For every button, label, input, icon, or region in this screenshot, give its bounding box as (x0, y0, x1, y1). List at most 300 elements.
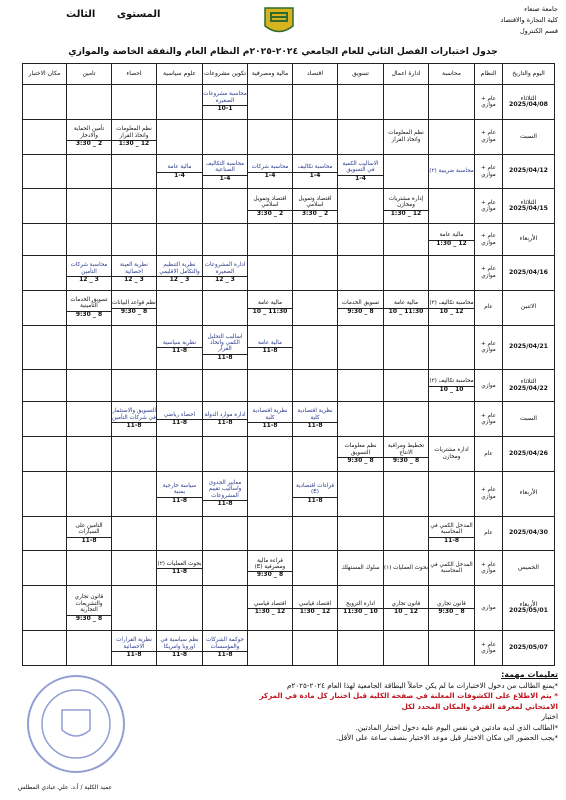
exam-cell (67, 370, 112, 402)
exam-cell (23, 631, 67, 666)
exam-cell (293, 586, 338, 631)
day-date-cell (503, 119, 555, 154)
exam-cell (293, 436, 338, 471)
subject-name: الاساليب الكمية في التسويق (338, 161, 383, 176)
exam-time: 11:30 _ 10 (388, 307, 424, 315)
exam-cell (23, 119, 67, 154)
table-row (23, 290, 555, 325)
exam-cell (248, 402, 293, 437)
exam-cell (203, 189, 248, 224)
subject-name: محاسبة التكاليف الصناعية (203, 161, 247, 176)
exam-date: 2025/04/26 (509, 449, 548, 457)
day-name: السبت (519, 132, 538, 140)
exam-date: 2025/05/07 (509, 643, 548, 651)
system-cell: عام + موازي (475, 471, 503, 516)
subject-name: المدخل الكمي في المحاسبة (430, 561, 473, 575)
system-cell: عام + موازي (475, 119, 503, 154)
exam-cell (338, 402, 384, 437)
column-header: تسويق (338, 64, 384, 85)
subject-name: اقتصاد وتمويل اسلامي (293, 196, 337, 211)
exam-cell (203, 154, 248, 189)
exam-cell (429, 471, 475, 516)
exam-time: 12 _ 10 (439, 307, 464, 315)
subject-name: ادارة الترويج (338, 601, 383, 609)
exam-cell (67, 224, 112, 256)
level-value: الثالث (66, 9, 96, 20)
exam-cell (23, 154, 67, 189)
subject-name: نظرية سياسية (157, 340, 202, 348)
exam-date: 2025/04/15 (509, 205, 548, 213)
day-date-cell (503, 325, 555, 370)
exam-time: 10 _ 11:30 (343, 608, 378, 616)
university-stamp (22, 670, 130, 778)
column-header: النظام (475, 64, 503, 85)
college-name: كلية التجارة والاقتصاد (500, 16, 558, 24)
exam-cell (429, 631, 475, 666)
table-row (23, 119, 555, 154)
day-date-cell (503, 631, 555, 666)
exam-cell (248, 436, 293, 471)
exam-cell (429, 402, 475, 437)
level-label: المستوى (116, 9, 161, 20)
exam-cell (203, 551, 248, 586)
day-date-cell (503, 551, 555, 586)
subject-name: مالية عامة (384, 300, 428, 308)
exam-cell (157, 255, 203, 290)
exam-time: 11-8 (171, 496, 187, 504)
subject-name: اقتصاد قياسي (293, 601, 337, 609)
exam-time: 11-8 (171, 651, 187, 659)
exam-time: 1-4 (309, 171, 321, 179)
exam-cell (23, 290, 67, 325)
exam-cell (338, 516, 384, 551)
exam-cell (112, 586, 157, 631)
system-cell: عام (475, 290, 503, 325)
table-row (23, 255, 555, 290)
exam-cell (384, 290, 429, 325)
table-row (23, 436, 555, 471)
exam-cell (67, 290, 112, 325)
university-logo (262, 6, 296, 38)
column-header: مكان الاختبار (23, 64, 67, 85)
exam-cell (203, 85, 248, 120)
system-cell: عام + موازي (475, 631, 503, 666)
exam-time: 11-8 (307, 422, 323, 430)
exam-cell (429, 436, 475, 471)
exam-time: 12 _ 1:30 (436, 239, 467, 247)
table-row (23, 471, 555, 516)
system-cell: عام + موازي (475, 85, 503, 120)
exam-cell (203, 631, 248, 666)
exam-time: 11-8 (171, 347, 187, 355)
exam-cell (67, 471, 112, 516)
exam-cell (157, 370, 203, 402)
system-cell: عام (475, 516, 503, 551)
subject-name: تسويق الخدمات التأمينية (67, 297, 111, 312)
subject-name: قراءات اقتصادية (E) (293, 483, 337, 498)
table-row (23, 402, 555, 437)
exam-cell (203, 325, 248, 370)
exam-time: 11-8 (262, 422, 278, 430)
day-date-cell (503, 516, 555, 551)
exam-date: 2025/04/22 (509, 384, 548, 392)
exam-cell (23, 224, 67, 256)
subject-name: ادارة المشروعات الصغيرة (203, 262, 247, 277)
subject-name: سياسة خارجية يمنية (157, 483, 202, 498)
exam-time: 1-4 (355, 174, 366, 182)
exam-cell (112, 402, 157, 437)
subject-name: التسويق والاستثمار في شركات التأمين (112, 408, 156, 423)
subject-name: سلوك المستهلك (341, 565, 380, 572)
subject-name: مالية عامة (248, 340, 292, 348)
instruction-line: *يمنع الطالب من دخول الاختبارات ما لم يكن حاملاً البطاقة الجامعية لهذا العام ٢٠٢٤-٢٠٢٥م (287, 680, 558, 690)
subject-name: احصاء رياضي (157, 412, 202, 420)
exam-time: 8 _ 9:30 (438, 608, 465, 616)
exam-cell (293, 402, 338, 437)
day-date-cell (503, 154, 555, 189)
system-cell: عام + موازي (475, 189, 503, 224)
exam-cell (293, 516, 338, 551)
exam-cell (248, 189, 293, 224)
instruction-line: *الطالب الذي لديه مادتين في نفس اليوم عليه دخول اختبار المادتين. (355, 722, 558, 732)
column-header: اقتصاد (293, 64, 338, 85)
exam-cell (384, 551, 429, 586)
exam-cell (112, 436, 157, 471)
exam-cell (384, 85, 429, 120)
exam-time: 10 _ 10 (439, 385, 464, 393)
exam-cell (23, 436, 67, 471)
exam-cell (384, 402, 429, 437)
exam-cell (157, 325, 203, 370)
system-cell: عام + موازي (475, 551, 503, 586)
exam-cell (67, 255, 112, 290)
exam-cell (338, 154, 384, 189)
exam-cell (157, 551, 203, 586)
exam-cell (384, 586, 429, 631)
exam-time: 11-8 (217, 500, 233, 508)
exam-cell (248, 290, 293, 325)
subject-name: اقتصاد وتمويل اسلامي (248, 196, 292, 211)
exam-cell (293, 325, 338, 370)
exam-time: 12 _ 10 (394, 608, 418, 616)
subject-name: التامين على السيارات (67, 523, 111, 538)
exam-date: 2025/04/16 (509, 268, 548, 276)
day-name: الثلاثاء (520, 94, 537, 102)
exam-cell (429, 119, 475, 154)
subject-name: محاسبة تكاليف (293, 164, 337, 172)
system-cell: عام + موازي (475, 402, 503, 437)
exam-time: 8 _ 9:30 (347, 307, 374, 315)
day-date-cell (503, 436, 555, 471)
dean-signature: عميد الكلية / أ.د. علي عبادي المطلس (18, 784, 113, 791)
table-row (23, 370, 555, 402)
exam-time: 11:30 _ 10 (252, 307, 288, 315)
exam-cell (248, 631, 293, 666)
exam-cell (157, 436, 203, 471)
column-header: تامين (67, 64, 112, 85)
subject-name: مالية عامة (429, 232, 474, 240)
exam-cell (157, 402, 203, 437)
exam-cell (67, 516, 112, 551)
exam-time: 8 _ 9:30 (392, 457, 420, 464)
exam-cell (338, 436, 384, 471)
exam-cell (338, 189, 384, 224)
subject-name: ادارة موارد الدولة (203, 412, 247, 420)
instruction-line: * يتم الاطلاع على الكشوفات المعلنة في صفحة الكلية قبل اختبار كل مادة في المركز الامتحاني لمعرفة الفترة والمكان المحدد لكل (259, 691, 558, 711)
university-name: جامعة صنعاء (524, 5, 558, 13)
exam-cell (112, 255, 157, 290)
day-name: الاثنين (520, 303, 537, 311)
table-row (23, 631, 555, 666)
important-instructions (236, 670, 558, 744)
exam-time: 12 _ 1:30 (390, 209, 422, 217)
exam-cell (203, 224, 248, 256)
exam-cell (293, 119, 338, 154)
exam-time: 12 _ 1:30 (254, 608, 286, 616)
exam-cell (67, 631, 112, 666)
exam-cell (293, 370, 338, 402)
day-date-cell (503, 255, 555, 290)
exam-cell (23, 85, 67, 120)
subject-name: حوكمة الشركات والمؤسسات (203, 637, 247, 652)
exam-time: 3 _ 12 (169, 276, 190, 284)
exam-cell (23, 551, 67, 586)
column-header: علوم سياسية (157, 64, 203, 85)
exam-cell (67, 85, 112, 120)
exam-schedule-table (22, 63, 555, 666)
day-name: الثلاثاء (520, 198, 537, 206)
exam-date: 2025/05/01 (509, 607, 548, 615)
exam-cell (429, 154, 475, 189)
exam-cell (67, 325, 112, 370)
exam-time: 12 _ 1:30 (299, 608, 331, 616)
subject-name: قانون تجاري (429, 601, 474, 609)
exam-cell (112, 516, 157, 551)
exam-time: 8 _ 9:30 (75, 310, 103, 318)
exam-cell (429, 189, 475, 224)
exam-time: 12 _ 1:30 (118, 139, 150, 147)
exam-cell (203, 516, 248, 551)
department-name: قسم الكنترول (519, 27, 558, 35)
exam-time: 11-8 (81, 536, 97, 544)
day-date-cell (503, 224, 555, 256)
day-name: الثلاثاء (520, 378, 537, 386)
exam-time: 11-8 (126, 651, 142, 659)
exam-cell (67, 586, 112, 631)
subject-name: نظرية اقتصادية كلية (293, 408, 337, 423)
subject-name: اقتصاد قياسي (248, 601, 292, 609)
exam-cell (67, 154, 112, 189)
instruction-line: *يجب الحضور الى مكان الاختبار قبل موعد الاختبار بنصف ساعة على الأقل. (336, 733, 558, 742)
exam-cell (112, 290, 157, 325)
exam-time: 2 _ 3:30 (301, 209, 329, 217)
exam-time: 8 _ 9:30 (347, 457, 374, 464)
exam-cell (338, 325, 384, 370)
exam-cell (248, 224, 293, 256)
exam-cell (429, 370, 475, 402)
subject-name: محاسبة تكاليف (٢) (429, 378, 474, 386)
exam-cell (338, 586, 384, 631)
table-row (23, 189, 555, 224)
exam-cell (248, 119, 293, 154)
exam-cell (112, 85, 157, 120)
day-date-cell (503, 370, 555, 402)
day-date-cell (503, 189, 555, 224)
subject-name: بحوث العمليات (١) (384, 565, 428, 572)
exam-cell (67, 119, 112, 154)
exam-time: 2 _ 3:30 (256, 209, 284, 217)
exam-cell (112, 370, 157, 402)
exam-time: 10-1 (217, 105, 233, 113)
exam-cell (248, 85, 293, 120)
day-name: الخميس (518, 564, 539, 572)
exam-cell (293, 189, 338, 224)
subject-name: قانون تجاري (384, 601, 428, 609)
exam-cell (157, 224, 203, 256)
system-cell: عام + موازي (475, 154, 503, 189)
subject-name: نظم المعلومات واتخاذ القرار (388, 130, 424, 143)
subject-name: محاسبة تكاليف (٢) (429, 300, 474, 308)
subject-name: معايير الجدوى واساليب تقييم المشروعات (203, 480, 247, 501)
column-header: ادارة اعمال (384, 64, 429, 85)
subject-name: نظرية التنظيم والتكامل الاقليمي (157, 262, 202, 277)
exam-cell (203, 586, 248, 631)
day-date-cell (503, 586, 555, 631)
exam-cell (429, 551, 475, 586)
subject-name: محاسبة ضريبية (٢) (429, 168, 474, 175)
system-cell: موازي (475, 370, 503, 402)
exam-cell (293, 224, 338, 256)
day-date-cell (503, 402, 555, 437)
exam-cell (338, 471, 384, 516)
exam-time: 2 _ 3:30 (75, 139, 103, 147)
instruction-line: اختبار (541, 712, 558, 721)
exam-cell (203, 370, 248, 402)
exam-cell (157, 471, 203, 516)
subject-name: نظم معلومات التسويق (338, 443, 383, 458)
system-cell: عام + موازي (475, 224, 503, 256)
table-row (23, 586, 555, 631)
exam-cell (23, 189, 67, 224)
subject-name: نظرية القرارات الاحصائية (112, 637, 156, 652)
exam-cell (429, 224, 475, 256)
exam-cell (203, 436, 248, 471)
exam-cell (157, 631, 203, 666)
exam-time: 11-8 (217, 418, 233, 426)
exam-cell (293, 154, 338, 189)
column-header: اليوم والتاريخ (503, 64, 555, 85)
exam-cell (112, 154, 157, 189)
exam-cell (157, 189, 203, 224)
exam-cell (248, 586, 293, 631)
exam-cell (23, 325, 67, 370)
exam-time: 8 _ 9:30 (120, 307, 148, 315)
exam-date: 2025/04/30 (509, 529, 548, 537)
subject-name: المدخل الكمي في المحاسبة (429, 523, 474, 538)
exam-cell (293, 85, 338, 120)
exam-cell (112, 224, 157, 256)
exam-cell (429, 325, 475, 370)
subject-name: نظم المعلومات واتخاذ القرار (112, 126, 156, 141)
exam-cell (384, 255, 429, 290)
exam-cell (293, 631, 338, 666)
day-date-cell (503, 85, 555, 120)
exam-cell (384, 370, 429, 402)
exam-cell (384, 224, 429, 256)
table-row (23, 325, 555, 370)
exam-time: 11-8 (171, 418, 187, 426)
subject-name: محاسبة شركات (248, 164, 292, 172)
exam-cell (384, 516, 429, 551)
exam-time: 11-8 (217, 353, 233, 361)
exam-cell (23, 255, 67, 290)
exam-cell (157, 154, 203, 189)
column-header: تكوين مشروعات (203, 64, 248, 85)
exam-cell (67, 551, 112, 586)
exam-cell (248, 255, 293, 290)
exam-cell (157, 85, 203, 120)
exam-cell (384, 154, 429, 189)
exam-cell (23, 586, 67, 631)
table-row (23, 154, 555, 189)
exam-cell (429, 255, 475, 290)
subject-name: محاسبة مشروعات الصغيرة (203, 91, 247, 106)
exam-time: 8 _ 9:30 (256, 571, 284, 579)
level-header (66, 9, 178, 20)
table-row (23, 224, 555, 256)
exam-time: 1-4 (174, 171, 185, 179)
exam-cell (67, 189, 112, 224)
exam-time: 1-4 (219, 174, 231, 182)
subject-name: نظم قواعد البيانات (112, 300, 156, 308)
subject-name: مالية عامة (248, 300, 292, 308)
exam-cell (203, 471, 248, 516)
exam-cell (203, 119, 248, 154)
exam-cell (338, 631, 384, 666)
exam-cell (23, 516, 67, 551)
subject-name: نظرية العينة احصائية (112, 262, 156, 277)
exam-cell (157, 516, 203, 551)
exam-cell (23, 402, 67, 437)
exam-cell (338, 224, 384, 256)
exam-time: 1-4 (264, 171, 276, 179)
table-row (23, 85, 555, 120)
day-name: السبت (519, 414, 538, 422)
exam-cell (157, 290, 203, 325)
subject-name: بحوث العمليات (٢) (157, 561, 202, 569)
exam-cell (23, 370, 67, 402)
exam-cell (338, 85, 384, 120)
exam-cell (338, 255, 384, 290)
subject-name: تسويق الخدمات (338, 300, 383, 308)
subject-name: محاسبة شركات التأمين (67, 262, 111, 277)
exam-cell (384, 189, 429, 224)
exam-cell (384, 119, 429, 154)
subject-name: مالية عامة (157, 164, 202, 172)
subject-name: تأمين الحماية والادخار (67, 126, 111, 141)
exam-cell (338, 290, 384, 325)
exam-time: 11-8 (171, 568, 187, 576)
instructions-heading: تعليمات مهمة: (501, 670, 558, 679)
exam-time: 11-8 (217, 651, 233, 659)
exam-time: 8 _ 9:30 (75, 614, 103, 622)
exam-cell (338, 119, 384, 154)
exam-cell (248, 516, 293, 551)
day-name: الأربعاء (519, 489, 538, 497)
exam-cell (429, 85, 475, 120)
exam-cell (384, 631, 429, 666)
exam-time: 11-8 (307, 496, 323, 504)
